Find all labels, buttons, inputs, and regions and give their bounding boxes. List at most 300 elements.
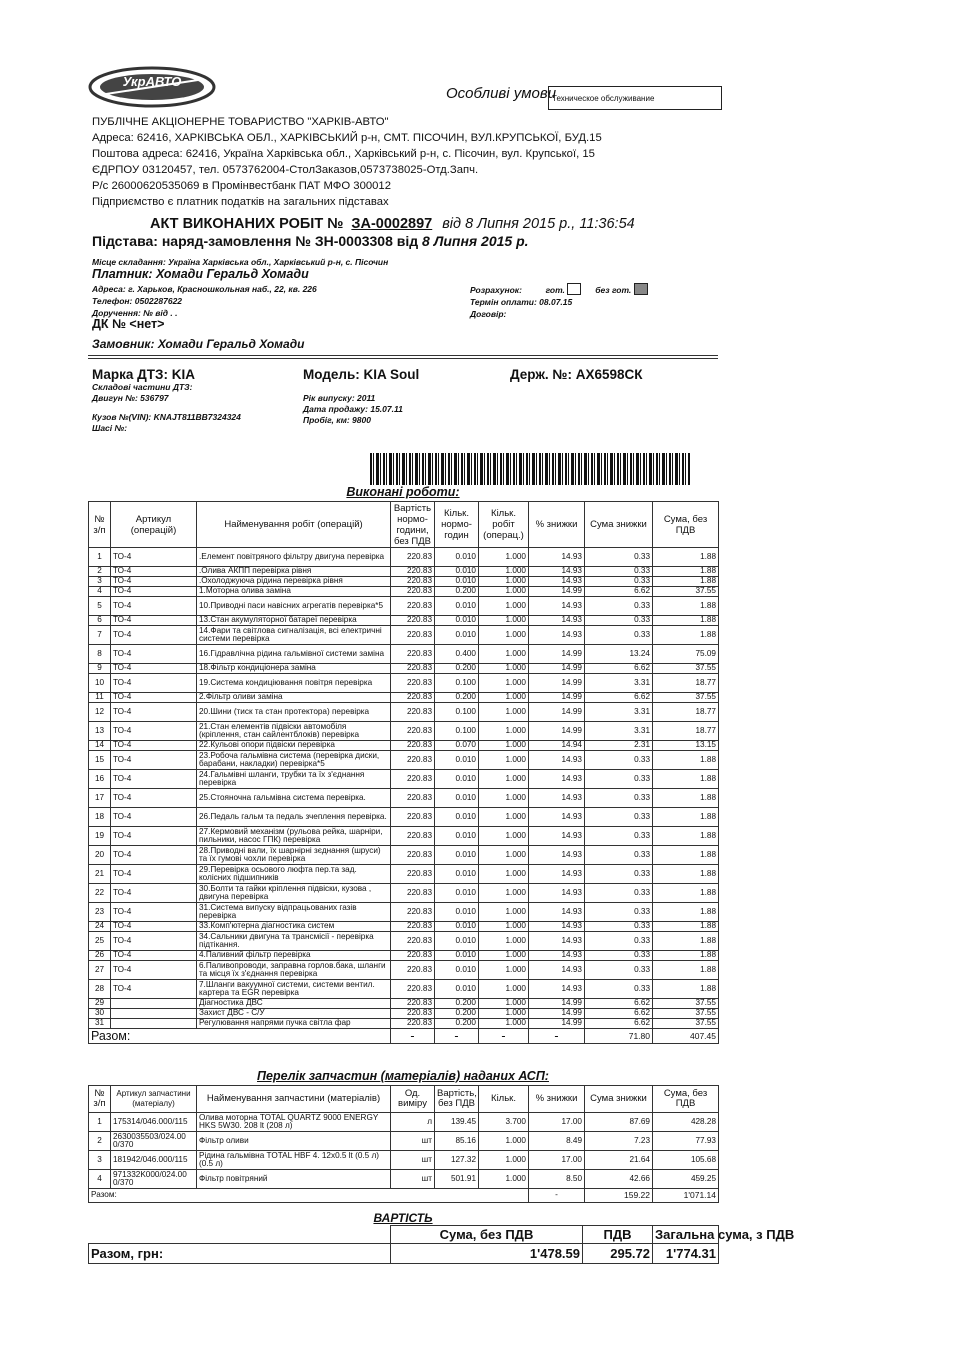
table-cell: 220.83	[391, 548, 435, 567]
total-discount: 71.80	[585, 1029, 653, 1044]
table-row	[89, 922, 719, 932]
table-cell: 1.000	[479, 1132, 529, 1151]
cash-checkbox	[567, 283, 581, 295]
svg-text:УкрАВТО: УкрАВТО	[122, 74, 182, 89]
table-cell: 1.88	[653, 597, 719, 616]
table-cell: 15	[89, 751, 111, 770]
table-cell: ТО-4	[111, 548, 197, 567]
table-cell: 1.000	[479, 1009, 529, 1019]
place-of-issue: Місце складання: Україна Харківська обл., Харківський р-н, с. Пісочин	[92, 257, 389, 267]
table-cell: 181942/046.000/115	[111, 1151, 197, 1170]
table-cell: 220.83	[391, 999, 435, 1009]
table-cell: ТО-4	[111, 645, 197, 664]
table-cell: 0.200	[435, 1009, 479, 1019]
works-total-row: Разом: - - - - 71.80 407.45	[89, 1029, 719, 1044]
table-cell: 0.100	[435, 722, 479, 741]
table-cell: 1.88	[653, 616, 719, 626]
table-cell: 0.010	[435, 597, 479, 616]
table-cell: 19	[89, 827, 111, 846]
table-cell: 0.010	[435, 846, 479, 865]
table-cell: 37.55	[653, 1009, 719, 1019]
car-brand: Марка ДТЗ: KIA Складові частини ДТЗ: Двигун №: 536797 Кузов №(VIN): KNAJT811BB7324324 Шасі №:	[92, 367, 241, 433]
table-cell: 18.77	[653, 674, 719, 693]
table-cell: 2630035503/024.00 0/370	[111, 1132, 197, 1151]
table-cell: 1.88	[653, 846, 719, 865]
table-cell: ТО-4	[111, 770, 197, 789]
table-cell: ТО-4	[111, 961, 197, 980]
table-cell: 0.010	[435, 808, 479, 827]
table-row	[89, 587, 719, 597]
table-cell: 220.83	[391, 1009, 435, 1019]
table-cell: 220.83	[391, 884, 435, 903]
table-cell: 14.93	[529, 626, 585, 645]
table-cell: Діагностика ДВС	[197, 999, 391, 1009]
table-row	[89, 626, 719, 645]
table-cell: 1.000	[479, 789, 529, 808]
col-header: № з/п	[89, 502, 111, 548]
table-cell: 1.88	[653, 808, 719, 827]
table-row	[89, 884, 719, 903]
table-cell: 14.99	[529, 722, 585, 741]
table-cell: 1.000	[479, 980, 529, 999]
table-row	[89, 577, 719, 587]
table-cell: 220.83	[391, 808, 435, 827]
table-row	[89, 999, 719, 1009]
table-cell: 37.55	[653, 587, 719, 597]
table-cell: 6.62	[585, 664, 653, 674]
table-cell: 0.010	[435, 884, 479, 903]
table-cell: 0.33	[585, 751, 653, 770]
table-row	[89, 1170, 719, 1189]
table-cell: ТО-4	[111, 827, 197, 846]
table-cell: 14.99	[529, 693, 585, 703]
table-cell: 14.99	[529, 674, 585, 693]
table-cell: 0.33	[585, 808, 653, 827]
table-cell: 220.83	[391, 616, 435, 626]
table-cell: 0.100	[435, 703, 479, 722]
table-cell: 6.62	[585, 693, 653, 703]
table-cell: ТО-4	[111, 722, 197, 741]
table-row	[89, 1019, 719, 1029]
table-cell: 5	[89, 597, 111, 616]
table-cell: 1.88	[653, 961, 719, 980]
table-cell: 0.010	[435, 567, 479, 577]
col-header: № з/п	[89, 1086, 111, 1113]
table-cell: ТО-4	[111, 884, 197, 903]
table-cell: .Охолоджуюча рідина перевірка рівня	[197, 577, 391, 587]
cost-total-header: Загальна сума, з ПДВ	[653, 1226, 719, 1244]
cost-label: Разом, грн:	[89, 1244, 391, 1264]
company-line: ПУБЛІЧНЕ АКЦІОНЕРНЕ ТОВАРИСТВО "ХАРКІВ-АВТО"	[92, 116, 389, 128]
table-cell: 0.33	[585, 922, 653, 932]
table-cell: 17	[89, 789, 111, 808]
table-cell: 1.88	[653, 980, 719, 999]
total-sum: 407.45	[653, 1029, 719, 1044]
table-cell: 1.000	[479, 577, 529, 587]
noncash-checkbox	[634, 283, 648, 295]
table-cell: 1.000	[479, 922, 529, 932]
table-cell: 0.33	[585, 827, 653, 846]
table-cell: ТО-4	[111, 789, 197, 808]
table-cell: л	[391, 1113, 435, 1132]
table-cell: 1.88	[653, 577, 719, 587]
table-cell: 0.010	[435, 922, 479, 932]
table-cell: ТО-4	[111, 674, 197, 693]
table-cell: 1.000	[479, 751, 529, 770]
table-cell: 23.Робоча гальмівна система (перевірка диски, барабани, накладки) перевірка*5	[197, 751, 391, 770]
table-cell: 220.83	[391, 827, 435, 846]
table-cell: 14.93	[529, 789, 585, 808]
parts-table	[88, 1085, 719, 1203]
table-row	[89, 1009, 719, 1019]
table-cell: 31.Система випуску відпрацьованих газів перевірка	[197, 903, 391, 922]
table-cell: 14.93	[529, 884, 585, 903]
special-conditions-value: Техническое обслуживание	[548, 86, 722, 110]
table-row	[89, 951, 719, 961]
table-cell: 0.010	[435, 616, 479, 626]
table-cell: 29.Перевірка осьового люфта пер.та зад. колісних підшипників	[197, 865, 391, 884]
dk-number: ДК № <нет>	[92, 317, 165, 331]
table-cell: 220.83	[391, 577, 435, 587]
table-cell: 0.010	[435, 548, 479, 567]
table-cell: 0.010	[435, 961, 479, 980]
table-row	[89, 932, 719, 951]
table-cell: 1.000	[479, 626, 529, 645]
parts-total-row: Разом: - 159.22 1'071.14	[89, 1189, 719, 1203]
table-cell: 220.83	[391, 903, 435, 922]
table-cell: 220.83	[391, 722, 435, 741]
table-cell: 37.55	[653, 999, 719, 1009]
table-cell: 14.99	[529, 664, 585, 674]
table-cell: 0.33	[585, 865, 653, 884]
table-cell: 220.83	[391, 626, 435, 645]
company-line: Поштова адреса: 62416, Україна Харківська обл., Харківський р-н, с. Пісочин, вул. Крупської, 15	[92, 148, 595, 160]
table-cell: ТО-4	[111, 751, 197, 770]
table-cell: 9	[89, 664, 111, 674]
works-title: Виконані роботи:	[346, 485, 460, 499]
table-row	[89, 567, 719, 577]
table-cell: 1.000	[479, 932, 529, 951]
table-row	[89, 616, 719, 626]
total-discount: 159.22	[585, 1189, 653, 1203]
company-logo	[88, 66, 216, 108]
table-cell: 28.Приводні вали, їх шарнірні зєднання (шруси) та їх гумові чохли перевірка	[197, 846, 391, 865]
table-row	[89, 846, 719, 865]
col-header: Артикул (операцій)	[111, 502, 197, 548]
col-header: Сума, без ПДВ	[653, 502, 719, 548]
table-cell: 1.88	[653, 567, 719, 577]
table-cell: 14.93	[529, 567, 585, 577]
table-cell: 3.31	[585, 674, 653, 693]
table-cell: 1.000	[479, 884, 529, 903]
table-cell: 0.33	[585, 616, 653, 626]
company-info	[92, 114, 602, 210]
table-cell: 14.93	[529, 548, 585, 567]
table-cell: 0.33	[585, 626, 653, 645]
table-cell: 105.68	[653, 1151, 719, 1170]
table-cell: 22.Кульові опори підвіски перевірка	[197, 741, 391, 751]
table-cell: 0.010	[435, 903, 479, 922]
table-cell: 20.Шини (тиск та стан протектора) перевірка	[197, 703, 391, 722]
cost-vat-header: ПДВ	[583, 1226, 653, 1244]
table-cell: 6.62	[585, 1019, 653, 1029]
table-cell: 0.33	[585, 951, 653, 961]
table-cell: 1.000	[479, 770, 529, 789]
table-cell: 220.83	[391, 961, 435, 980]
table-cell: 14.93	[529, 577, 585, 587]
table-cell: 220.83	[391, 980, 435, 999]
table-cell: 1.000	[479, 999, 529, 1009]
table-cell: 19.Система кондиціювання повітря перевірка	[197, 674, 391, 693]
payer-info: Адреса: г. Харьков, Красношкольная наб., 22, кв. 226 Телефон: 0502287622 Доручення: № від . .	[92, 284, 317, 318]
table-cell: 37.55	[653, 693, 719, 703]
table-cell: 17.00	[529, 1113, 585, 1132]
table-row	[89, 1151, 719, 1170]
table-cell: Рідина гальмівна TOTAL HBF 4. 12x0.5 lt (0.5 л) (0.5 л)	[197, 1151, 391, 1170]
table-cell: 1.88	[653, 922, 719, 932]
table-cell: 127.32	[435, 1151, 479, 1170]
table-cell: 10.Приводні паси навісних агрегатів перевірка*5	[197, 597, 391, 616]
table-cell: 21	[89, 865, 111, 884]
total-label: Разом:	[89, 1189, 529, 1203]
table-cell: 42.66	[585, 1170, 653, 1189]
table-cell: 26	[89, 951, 111, 961]
table-cell: 27	[89, 961, 111, 980]
divider	[88, 355, 718, 356]
table-cell: 220.83	[391, 932, 435, 951]
table-cell: 1.88	[653, 751, 719, 770]
table-cell: 14.93	[529, 865, 585, 884]
table-row	[89, 674, 719, 693]
table-cell: 1.000	[479, 1170, 529, 1189]
table-cell: 18	[89, 808, 111, 827]
table-cell: 220.83	[391, 846, 435, 865]
total-sum: 1'071.14	[653, 1189, 719, 1203]
table-cell: ТО-4	[111, 980, 197, 999]
parts-title: Перелік запчастин (матеріалів) наданих АСП:	[257, 1069, 549, 1083]
table-cell: 1.000	[479, 846, 529, 865]
col-header: Кільк. нормо-годин	[435, 502, 479, 548]
basis-line: Підстава: наряд-замовлення № ЗН-0003308 від 8 Липня 2015 р.	[92, 233, 529, 249]
table-cell: 0.010	[435, 865, 479, 884]
table-cell: 18.77	[653, 703, 719, 722]
table-cell: 0.200	[435, 664, 479, 674]
table-cell: 1.000	[479, 645, 529, 664]
act-date: від 8 Липня 2015 р., 11:36:54	[442, 216, 635, 232]
divider	[88, 358, 718, 359]
table-cell: 7	[89, 626, 111, 645]
table-cell: 8.49	[529, 1132, 585, 1151]
table-cell: 25	[89, 932, 111, 951]
table-cell: 14.99	[529, 1019, 585, 1029]
table-cell: ТО-4	[111, 808, 197, 827]
table-row	[89, 789, 719, 808]
table-cell: 0.010	[435, 827, 479, 846]
table-cell: 1.000	[479, 597, 529, 616]
table-cell: 220.83	[391, 922, 435, 932]
table-cell: 1.000	[479, 703, 529, 722]
table-row	[89, 693, 719, 703]
table-cell: 0.33	[585, 567, 653, 577]
act-number: ЗА-0002897	[351, 216, 433, 232]
table-cell: 1.000	[479, 567, 529, 577]
table-cell: 10	[89, 674, 111, 693]
table-cell: 1.88	[653, 865, 719, 884]
col-header: % знижки	[529, 1086, 585, 1113]
table-cell: 30	[89, 1009, 111, 1019]
table-cell: 1.000	[479, 693, 529, 703]
table-cell: 14.94	[529, 741, 585, 751]
table-cell: 6.62	[585, 587, 653, 597]
table-row	[89, 980, 719, 999]
table-cell: 0.33	[585, 577, 653, 587]
company-line: Адреса: 62416, ХАРКІВСЬКА ОБЛ., ХАРКІВСЬКИЙ р-н, СМТ. ПІСОЧИН, ВУЛ.КРУПСЬКОЇ, БУД.15	[92, 132, 602, 144]
table-cell: ТО-4	[111, 693, 197, 703]
table-cell: 18.77	[653, 722, 719, 741]
table-cell: 6.Паливопроводи, заправна горлов.бака, шланги та місця їх з'єднання перевірка	[197, 961, 391, 980]
table-cell: 1.000	[479, 587, 529, 597]
table-row	[89, 865, 719, 884]
table-cell: 220.83	[391, 567, 435, 577]
table-cell: 0.010	[435, 626, 479, 645]
table-cell: 501.91	[435, 1170, 479, 1189]
table-cell: 3.31	[585, 703, 653, 722]
table-cell: 220.83	[391, 1019, 435, 1029]
table-cell: 24.Гальмівні шланги, трубки та їх з'єднання перевірка	[197, 770, 391, 789]
col-header: % знижки	[529, 502, 585, 548]
table-row	[89, 770, 719, 789]
table-cell: .Олива АКПП перевірка рівня	[197, 567, 391, 577]
table-row	[89, 548, 719, 567]
table-cell: 13.15	[653, 741, 719, 751]
table-cell: 0.400	[435, 645, 479, 664]
car-model: Модель: KIA Soul Рік випуску: 2011 Дата продажу: 15.07.11 Пробіг, км: 9800	[303, 367, 420, 425]
col-header: Од. виміру	[391, 1086, 435, 1113]
table-cell: 6.62	[585, 999, 653, 1009]
table-cell: 8.50	[529, 1170, 585, 1189]
table-cell: 16.Гідравлічна рідина гальмівної системи заміна	[197, 645, 391, 664]
table-cell: 1.000	[479, 1151, 529, 1170]
table-cell: 220.83	[391, 703, 435, 722]
table-cell: 26.Педаль гальм та педаль зчеплення перевірка.	[197, 808, 391, 827]
table-cell: 14.99	[529, 703, 585, 722]
table-cell: 0.070	[435, 741, 479, 751]
table-cell: 77.93	[653, 1132, 719, 1151]
table-cell: 1	[89, 1113, 111, 1132]
table-cell: 14.93	[529, 932, 585, 951]
col-header: Найменування запчастини (матеріалів)	[197, 1086, 391, 1113]
col-header: Кільк. робіт (операц.)	[479, 502, 529, 548]
table-row	[89, 703, 719, 722]
table-cell: 1.88	[653, 789, 719, 808]
table-cell: 34.Сальники двигуна та трансмісії - перевірка підтікання.	[197, 932, 391, 951]
table-cell: Фільтр повітряний	[197, 1170, 391, 1189]
table-cell: 220.83	[391, 587, 435, 597]
table-cell: 1.000	[479, 827, 529, 846]
table-row	[89, 664, 719, 674]
barcode	[370, 453, 690, 485]
company-line: ЄДРПОУ 03120457, тел. 0573762004-СтолЗаказов,0573738025-Отд.Запч.	[92, 164, 479, 176]
table-cell: 1.000	[479, 808, 529, 827]
table-cell: 4	[89, 1170, 111, 1189]
table-cell: 0.010	[435, 980, 479, 999]
table-cell: 16	[89, 770, 111, 789]
table-cell: 4.Паливний фільтр перевірка	[197, 951, 391, 961]
table-cell: 29	[89, 999, 111, 1009]
table-cell: 85.16	[435, 1132, 479, 1151]
table-cell: 1.88	[653, 827, 719, 846]
table-cell: 14.99	[529, 645, 585, 664]
table-cell: 27.Кермовий механізм (рульова рейка, шарніри, пильники, насос ГПК) перевірка	[197, 827, 391, 846]
car-plate: Держ. №: АХ6598СК	[510, 367, 643, 382]
table-cell: ТО-4	[111, 567, 197, 577]
table-cell: 1.000	[479, 1019, 529, 1029]
table-cell: 14.93	[529, 597, 585, 616]
table-cell: 6.62	[585, 1009, 653, 1019]
table-cell: 14.93	[529, 951, 585, 961]
table-row	[89, 808, 719, 827]
table-cell: 31	[89, 1019, 111, 1029]
table-cell: 13.24	[585, 645, 653, 664]
table-cell: ТО-4	[111, 703, 197, 722]
table-cell: 1.000	[479, 865, 529, 884]
table-cell: 25.Стояночна гальмівна система перевірка.	[197, 789, 391, 808]
table-cell: 0.010	[435, 770, 479, 789]
table-cell: 220.83	[391, 751, 435, 770]
table-cell: 2	[89, 1132, 111, 1151]
table-cell: 220.83	[391, 597, 435, 616]
col-header: Вартість нормо-години, без ПДВ	[391, 502, 435, 548]
table-cell: 1.88	[653, 951, 719, 961]
table-cell: 87.69	[585, 1113, 653, 1132]
table-cell: 1.000	[479, 741, 529, 751]
table-cell: ТО-4	[111, 587, 197, 597]
table-cell: 30.Болти та гайки кріплення підвіски, кузова , двигуна перевірка	[197, 884, 391, 903]
table-cell: 1.88	[653, 770, 719, 789]
table-cell: 3	[89, 577, 111, 587]
table-cell: 1.000	[479, 961, 529, 980]
total-label: Разом:	[89, 1029, 391, 1044]
table-cell: 28	[89, 980, 111, 999]
table-cell: 2.31	[585, 741, 653, 751]
table-cell: 0.010	[435, 951, 479, 961]
cost-sum-header: Сума, без ПДВ	[391, 1226, 583, 1244]
table-cell: 14.Фари та світлова сигналізація, всі електричні системи перевірка	[197, 626, 391, 645]
table-row	[89, 1113, 719, 1132]
col-header: Вартість, без ПДВ	[435, 1086, 479, 1113]
table-cell	[111, 999, 197, 1009]
table-cell: 14.99	[529, 587, 585, 597]
table-cell: 23	[89, 903, 111, 922]
table-cell: ТО-4	[111, 922, 197, 932]
table-cell: 0.33	[585, 932, 653, 951]
col-header: Сума знижки	[585, 1086, 653, 1113]
table-cell: 33.Комп'ютерна діагностика систем	[197, 922, 391, 932]
table-cell: 1.000	[479, 722, 529, 741]
table-cell: 0.33	[585, 789, 653, 808]
table-cell: 12	[89, 703, 111, 722]
col-header: Сума, без ПДВ	[653, 1086, 719, 1113]
table-cell: 3.31	[585, 722, 653, 741]
table-cell: 18.Фільтр кондиціонера заміна	[197, 664, 391, 674]
table-cell: 0.010	[435, 751, 479, 770]
table-cell: 220.83	[391, 789, 435, 808]
col-header: Кільк.	[479, 1086, 529, 1113]
table-cell: 1.000	[479, 548, 529, 567]
table-cell: 14.93	[529, 827, 585, 846]
table-cell: ТО-4	[111, 664, 197, 674]
table-cell: шт	[391, 1132, 435, 1151]
